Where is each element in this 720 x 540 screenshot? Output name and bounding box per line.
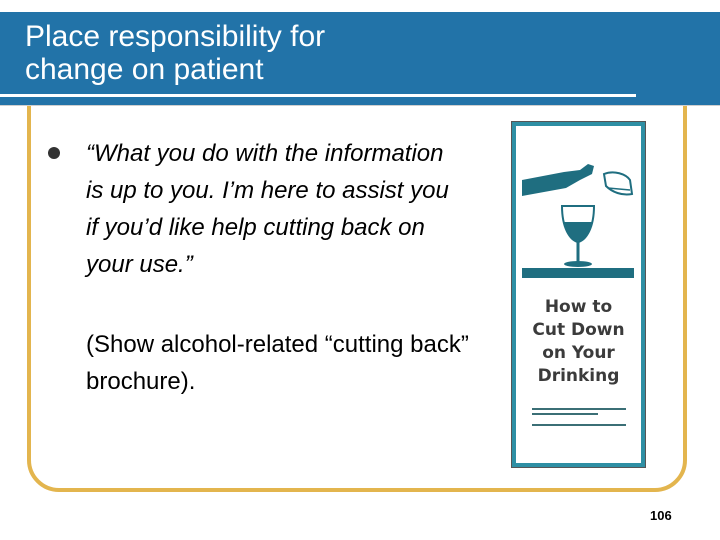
brochure-fine-print	[532, 408, 626, 429]
page-number: 106	[650, 508, 672, 523]
brochure-title-line: Drinking	[537, 366, 620, 386]
brochure-cover	[516, 126, 641, 463]
quote-text: “What you do with the information is up to you. I’m here to assist you if you’d like help cutting back on your use.”	[86, 140, 449, 278]
brochure-title-line: Cut Down	[532, 320, 625, 340]
brochure-title	[516, 296, 641, 388]
bullet-icon	[48, 147, 60, 159]
title-underline	[0, 94, 636, 97]
slide-title: Place responsibility for change on patient	[25, 20, 326, 86]
fine-print-line	[532, 408, 626, 410]
brochure-image	[511, 121, 646, 468]
note-text: (Show alcohol-related “cutting back” brochure).	[86, 331, 469, 395]
wine-pour-illustration	[522, 144, 634, 279]
fine-print-line	[532, 413, 598, 415]
brochure-title-line: on Your	[542, 343, 615, 363]
fine-print-line	[532, 424, 626, 426]
brochure-title-line: How to	[544, 297, 613, 317]
